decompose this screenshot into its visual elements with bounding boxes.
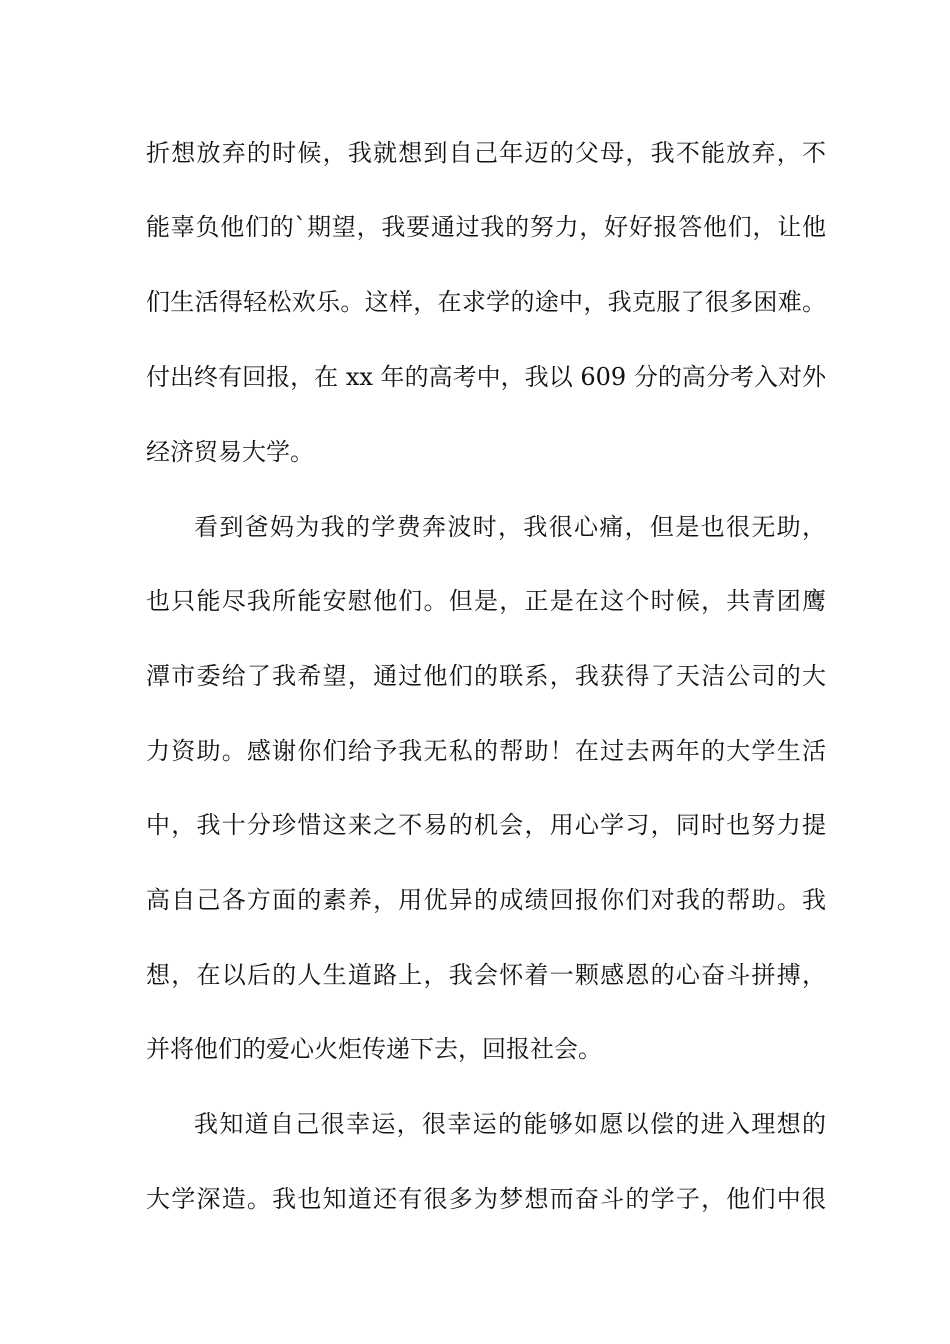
- text-line: 能辜负他们的`期望，我要通过我的努力，好好报答他们，让他: [146, 213, 826, 241]
- text-line: 大学深造。我也知道还有很多为梦想而奋斗的学子，他们中很: [146, 1185, 826, 1213]
- paragraph-first-line: 我知道自己很幸运，很幸运的能够如愿以偿的进入理想的: [194, 1110, 826, 1138]
- text-line: 潭市委给了我希望，通过他们的联系，我获得了天洁公司的大: [146, 662, 826, 690]
- text-line: 想，在以后的人生道路上，我会怀着一颗感恩的心奋斗拼搏，: [146, 961, 826, 989]
- text-line: 并将他们的爱心火炬传递下去，回报社会。: [146, 1035, 602, 1063]
- text-line: 付出终有回报，在 xx 年的高考中，我以 609 分的高分考入对外: [146, 363, 826, 391]
- text-line: 也只能尽我所能安慰他们。但是，正是在这个时候，共青团鹰: [146, 587, 826, 615]
- text-line: 力资助。感谢你们给予我无私的帮助！在过去两年的大学生活: [146, 737, 826, 765]
- paragraph-first-line: 看到爸妈为我的学费奔波时，我很心痛，但是也很无助，: [194, 513, 826, 541]
- text-line: 们生活得轻松欢乐。这样，在求学的途中，我克服了很多困难。: [146, 288, 826, 316]
- text-line: 折想放弃的时候，我就想到自己年迈的父母，我不能放弃，不: [146, 139, 826, 167]
- text-line: 经济贸易大学。: [146, 438, 314, 466]
- text-line: 高自己各方面的素养，用优异的成绩回报你们对我的帮助。我: [146, 886, 826, 914]
- text-line: 中，我十分珍惜这来之不易的机会，用心学习，同时也努力提: [146, 811, 826, 839]
